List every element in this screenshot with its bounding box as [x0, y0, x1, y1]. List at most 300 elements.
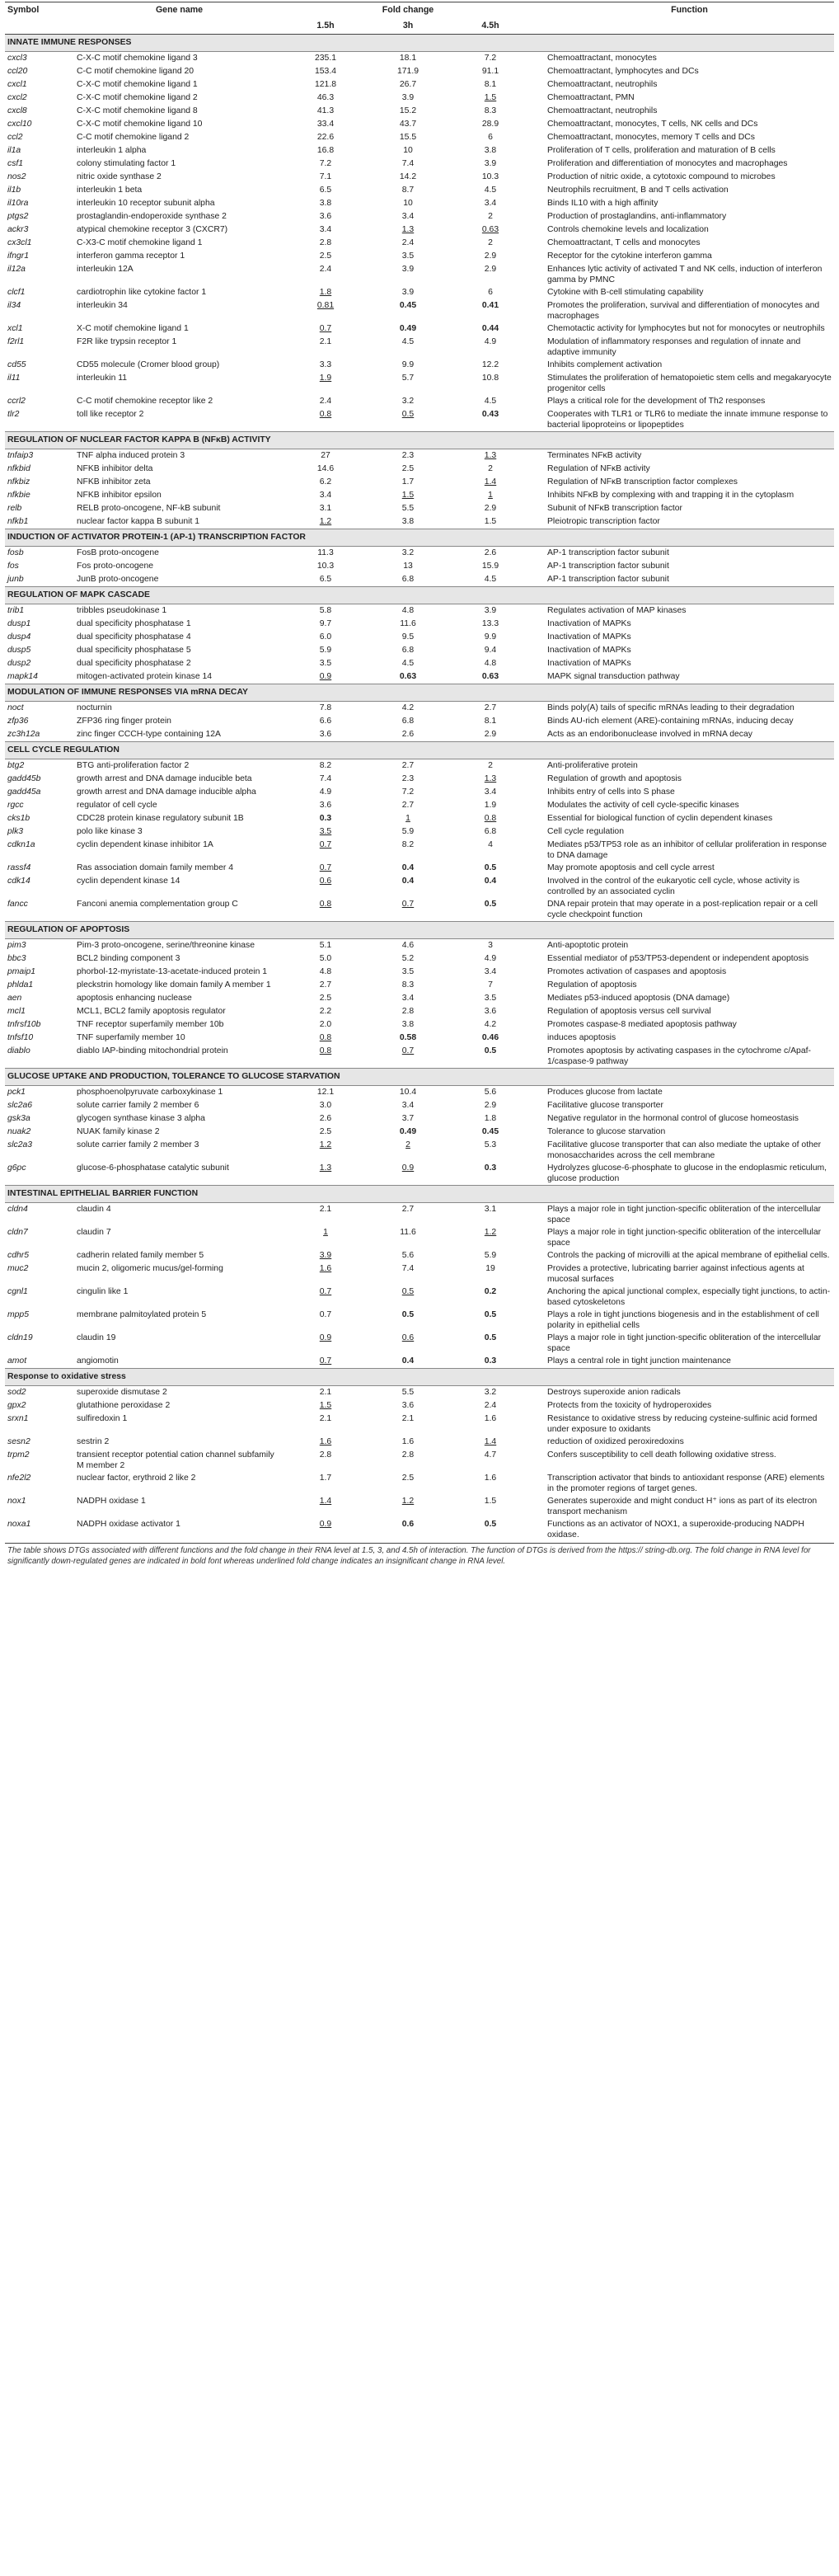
fold-change-cell [284, 812, 367, 825]
fold-change-cell [284, 476, 367, 489]
gene-name: NUAK family kinase 2 [77, 1127, 160, 1137]
gene-function: AP-1 transcription factor subunit [547, 548, 669, 558]
fold-change-cell [284, 759, 367, 773]
fold-change-value: 1.3 [319, 1163, 332, 1173]
fold-change-cell [449, 131, 532, 144]
fold-change-value: 5.6 [401, 1251, 415, 1261]
fold-change-cell [284, 463, 367, 476]
table-row [5, 1286, 834, 1309]
gene-symbol: cdkn1a [7, 840, 35, 850]
fold-change-value: 4.2 [401, 703, 415, 713]
fold-change-value: 0.5 [484, 1520, 497, 1530]
gene-function: Terminates NFκB activity [547, 451, 642, 461]
fold-change-value: 0.7 [319, 840, 332, 850]
gene-symbol: trpm2 [7, 1450, 30, 1460]
fold-change-value: 3.4 [401, 994, 415, 1004]
fold-change-value: 2.4 [401, 238, 415, 248]
fold-change-cell [284, 157, 367, 171]
gene-function: Inhibits NFκB by complexing with and trapping it in the cytoplasm [547, 491, 794, 501]
fold-change-value: 5.8 [319, 606, 332, 616]
fold-change-value: 2 [405, 1140, 410, 1150]
fold-change-cell [284, 966, 367, 979]
spacer [532, 1203, 545, 1227]
spacer [532, 223, 545, 237]
spacer [532, 1355, 545, 1369]
gene-function: May promote apoptosis and cell cycle arrest [547, 863, 715, 873]
gene-name: nocturnin [77, 703, 112, 713]
fold-change-value: 15.2 [399, 106, 417, 116]
fold-change-cell [284, 604, 367, 618]
fold-change-value: 0.7 [319, 324, 332, 334]
fold-change-cell [284, 631, 367, 644]
fold-change-value: 4.9 [484, 337, 497, 347]
fold-change-value: 5.9 [401, 827, 415, 837]
fold-change-value: 8.3 [484, 106, 497, 116]
table-row [5, 715, 834, 728]
section-title: MODULATION OF IMMUNE RESPONSES VIA mRNA DECAY [5, 684, 834, 702]
gene-function: Hydrolyzes glucose-6-phosphate to glucose in the endoplasmic reticulum, glucose production [547, 1163, 827, 1184]
gene-symbol: trib1 [7, 606, 25, 616]
fold-change-cell [284, 237, 367, 250]
spacer [532, 184, 545, 197]
fold-change-cell [284, 299, 367, 322]
fold-change-cell [449, 1018, 532, 1032]
fold-change-cell [284, 197, 367, 210]
fold-change-cell [367, 210, 449, 223]
fold-change-cell [367, 875, 449, 898]
fold-change-cell [284, 263, 367, 286]
fold-change-value: 4.5 [484, 397, 497, 407]
gene-name: solute carrier family 2 member 6 [77, 1101, 199, 1111]
table-row [5, 1005, 834, 1018]
fold-change-value: 2.1 [319, 337, 332, 347]
fold-change-value: 91.1 [481, 67, 499, 77]
spacer [532, 1495, 545, 1518]
gene-symbol: pck1 [7, 1088, 26, 1098]
fold-change-value: 6.8 [401, 717, 415, 726]
fold-change-cell [284, 1086, 367, 1100]
fold-change-value: 0.45 [399, 301, 417, 311]
fold-change-value: 0.58 [399, 1033, 417, 1043]
fold-change-value: 2.3 [401, 451, 415, 461]
gene-function: Inactivation of MAPKs [547, 646, 631, 656]
spacer [532, 1386, 545, 1400]
gene-symbol: cldn7 [7, 1228, 28, 1238]
fold-change-value: 1.5 [484, 93, 497, 103]
table-row [5, 1518, 834, 1541]
gene-function: Cooperates with TLR1 or TLR6 to mediate the innate immune response to bacterial lipoproteins or lipopeptides [547, 410, 828, 430]
gene-function: Regulation of NFκB transcription factor complexes [547, 477, 738, 487]
spacer [532, 644, 545, 657]
gene-function: Involved in the control of the eukaryotic cell cycle, whose activity is controlled by an associated cyclin [547, 877, 800, 897]
gene-function: Binds AU-rich element (ARE)-containing mRNAs, inducing decay [547, 717, 794, 726]
spacer [532, 799, 545, 812]
table-row [5, 825, 834, 839]
fold-change-value: 2 [488, 238, 493, 248]
gene-symbol: cx3cl1 [7, 238, 32, 248]
gene-function: Proliferation of T cells, proliferation and maturation of B cells [547, 146, 776, 156]
gene-symbol: gadd45a [7, 787, 41, 797]
fold-change-value: 2.2 [319, 1007, 332, 1017]
fold-change-value: 4.6 [401, 941, 415, 951]
spacer [532, 210, 545, 223]
fold-change-value: 19 [485, 1264, 495, 1274]
fold-change-value: 43.7 [399, 120, 417, 129]
gene-symbol: dusp4 [7, 632, 31, 642]
fold-change-value: 1.6 [484, 1414, 497, 1424]
fold-change-cell [367, 1309, 449, 1332]
fold-change-value: 2.7 [319, 980, 332, 990]
fold-change-cell [449, 250, 532, 263]
gene-function: Regulation of growth and apoptosis [547, 774, 682, 784]
table-row [5, 966, 834, 979]
gene-symbol: cxcl1 [7, 80, 27, 90]
fold-change-cell [449, 898, 532, 922]
spacer [532, 862, 545, 875]
fold-change-cell [449, 1286, 532, 1309]
gene-symbol: tnfsf10 [7, 1033, 34, 1043]
fold-change-cell [284, 657, 367, 670]
gene-name: colony stimulating factor 1 [77, 159, 176, 169]
gene-symbol: fosb [7, 548, 24, 558]
table-row [5, 237, 834, 250]
gene-name: Fanconi anemia complementation group C [77, 900, 238, 910]
spacer [532, 1099, 545, 1112]
gene-function: Generates superoxide and might conduct H⁺ ions as part of its electron transport mechanism [547, 1497, 818, 1517]
spacer [532, 1332, 545, 1355]
spacer [532, 92, 545, 105]
table-row [5, 604, 834, 618]
fold-change-cell [367, 825, 449, 839]
table-row [5, 223, 834, 237]
section-title: REGULATION OF APOPTOSIS [5, 922, 834, 939]
gene-function: Chemoattractant, PMN [547, 93, 635, 103]
gene-name: glutathione peroxidase 2 [77, 1401, 171, 1411]
fold-change-value: 0.4 [484, 877, 497, 886]
fold-change-cell [449, 1309, 532, 1332]
spacer [532, 1126, 545, 1139]
fold-change-value: 14.6 [316, 464, 335, 474]
fold-change-cell [284, 1286, 367, 1309]
fold-change-value: 3.4 [484, 199, 497, 209]
gene-symbol: sod2 [7, 1388, 26, 1398]
fold-change-cell [367, 118, 449, 131]
spacer [532, 502, 545, 515]
gene-symbol: rgcc [7, 801, 24, 811]
table-row [5, 184, 834, 197]
fold-change-value: 5.7 [401, 374, 415, 383]
fold-change-cell [367, 1045, 449, 1069]
fold-change-cell [367, 992, 449, 1005]
gene-name: transient receptor potential cation channel subfamily M member 2 [77, 1450, 274, 1471]
fold-change-cell [284, 1436, 367, 1449]
spacer [532, 1286, 545, 1309]
gene-symbol: slc2a3 [7, 1140, 33, 1150]
gene-name: tribbles pseudokinase 1 [77, 606, 167, 616]
table-row [5, 463, 834, 476]
fold-change-cell [367, 1399, 449, 1413]
fold-change-cell [367, 1262, 449, 1286]
section-title: REGULATION OF NUCLEAR FACTOR KAPPA B (NFκB) ACTIVITY [5, 432, 834, 449]
table-row [5, 118, 834, 131]
fold-change-value: 2.8 [319, 1450, 332, 1460]
gene-symbol: cd55 [7, 360, 26, 370]
gene-symbol: cxcl10 [7, 120, 32, 129]
gene-function: Regulation of apoptosis [547, 980, 637, 990]
fold-change-cell [449, 65, 532, 78]
fold-change-cell [449, 825, 532, 839]
fold-change-value: 3.4 [401, 1101, 415, 1111]
spacer [532, 839, 545, 862]
section-header [5, 587, 834, 604]
gene-name: angiomotin [77, 1356, 119, 1366]
gene-function: Transcription activator that binds to antioxidant response (ARE) elements in the promoter regions of target genes. [547, 1474, 825, 1494]
gene-name: cardiotrophin like cytokine factor 1 [77, 288, 207, 298]
fold-change-value: 10.8 [481, 374, 499, 383]
fold-change-cell [367, 1286, 449, 1309]
gene-function: reduction of oxidized peroxiredoxins [547, 1437, 684, 1447]
fold-change-value: 0.8 [319, 1046, 332, 1056]
table-row [5, 839, 834, 862]
fold-change-cell [367, 1139, 449, 1162]
fold-change-cell [367, 702, 449, 716]
fold-change-value: 10 [403, 146, 413, 156]
fold-change-cell [449, 299, 532, 322]
fold-change-cell [284, 618, 367, 631]
table-row [5, 250, 834, 263]
fold-change-value: 4.5 [401, 659, 415, 669]
fold-change-cell [449, 144, 532, 157]
gene-function: Anchoring the apical junctional complex, especially tight junctions, to actin-based cytoskeletons [547, 1287, 831, 1308]
gene-function: Acts as an endoribonuclease involved in mRNA decay [547, 730, 752, 740]
fold-change-value: 6.5 [319, 575, 332, 585]
gene-function: Cell cycle regulation [547, 827, 624, 837]
fold-change-cell [284, 1355, 367, 1369]
fold-change-value: 5.6 [484, 1088, 497, 1098]
fold-change-value: 6.2 [319, 477, 332, 487]
fold-change-value: 0.8 [319, 410, 332, 420]
table-row [5, 1399, 834, 1413]
section-title: CELL CYCLE REGULATION [5, 742, 834, 759]
table-row [5, 1249, 834, 1262]
fold-change-cell [449, 1413, 532, 1436]
fold-change-value: 1.7 [401, 477, 415, 487]
gene-function: Inactivation of MAPKs [547, 659, 631, 669]
gene-function: Promotes caspase-8 mediated apoptosis pathway [547, 1020, 737, 1030]
gene-name: glycogen synthase kinase 3 alpha [77, 1114, 205, 1124]
fold-change-cell [449, 184, 532, 197]
fold-change-value: 1 [488, 491, 493, 501]
fold-change-value: 2.8 [401, 1450, 415, 1460]
gene-symbol: nox1 [7, 1497, 26, 1507]
fold-change-cell [284, 547, 367, 561]
fold-change-cell [449, 1332, 532, 1355]
fold-change-cell [367, 197, 449, 210]
fold-change-cell [284, 1262, 367, 1286]
gene-function: induces apoptosis [547, 1033, 616, 1043]
gene-name: solute carrier family 2 member 3 [77, 1140, 199, 1150]
fold-change-value: 1.4 [484, 1437, 497, 1447]
fold-change-cell [367, 476, 449, 489]
gene-symbol: cxcl3 [7, 54, 27, 63]
gene-function: Chemoattractant, lymphocytes and DCs [547, 67, 699, 77]
fold-change-value: 0.5 [401, 1287, 415, 1297]
fold-change-cell [367, 515, 449, 529]
spacer [532, 144, 545, 157]
table-row [5, 560, 834, 573]
fold-change-cell [284, 1226, 367, 1249]
fold-change-cell [449, 715, 532, 728]
fold-change-value: 3.1 [484, 1205, 497, 1215]
fold-change-cell [284, 1449, 367, 1472]
fold-change-value: 6.8 [401, 575, 415, 585]
section-header [5, 432, 834, 449]
gene-symbol: il10ra [7, 199, 29, 209]
fold-change-value: 0.5 [401, 1310, 415, 1320]
section-header [5, 1069, 834, 1086]
fold-change-value: 3.2 [401, 397, 415, 407]
fold-change-value: 1.8 [484, 1114, 497, 1124]
fold-change-value: 13.3 [481, 619, 499, 629]
header-time-2: 3h [367, 18, 449, 35]
fold-change-value: 8.2 [401, 840, 415, 850]
fold-change-cell [367, 939, 449, 953]
table-row [5, 515, 834, 529]
fold-change-value: 2.1 [319, 1205, 332, 1215]
gene-symbol: csf1 [7, 159, 24, 169]
fold-change-cell [449, 118, 532, 131]
fold-change-cell [284, 898, 367, 922]
gene-name: BCL2 binding component 3 [77, 954, 180, 964]
gene-name: prostaglandin-endoperoxide synthase 2 [77, 212, 227, 222]
fold-change-value: 0.7 [401, 1046, 415, 1056]
fold-change-cell [449, 463, 532, 476]
gene-name: RELB proto-oncogene, NF-kB subunit [77, 504, 221, 514]
fold-change-cell [367, 184, 449, 197]
gene-name: claudin 19 [77, 1333, 116, 1343]
gene-function: Regulation of apoptosis versus cell survival [547, 1007, 711, 1017]
header-time-1: 1.5h [284, 18, 367, 35]
fold-change-cell [449, 1436, 532, 1449]
gene-name: atypical chemokine receptor 3 (CXCR7) [77, 225, 228, 235]
fold-change-cell [284, 502, 367, 515]
gene-symbol: rassf4 [7, 863, 31, 873]
fold-change-value: 1.5 [484, 1497, 497, 1507]
fold-change-value: 0.9 [319, 672, 332, 682]
fold-change-cell [284, 786, 367, 799]
fold-change-value: 33.4 [316, 120, 335, 129]
table-row [5, 1126, 834, 1139]
fold-change-value: 2.5 [401, 1474, 415, 1483]
fold-change-value: 1.9 [319, 374, 332, 383]
gene-function: AP-1 transcription factor subunit [547, 562, 669, 571]
fold-change-value: 3.6 [401, 1401, 415, 1411]
table-row [5, 1262, 834, 1286]
table-row [5, 812, 834, 825]
gene-name: mitogen-activated protein kinase 14 [77, 672, 213, 682]
fold-change-value: 2 [488, 464, 493, 474]
gene-name: CD55 molecule (Cromer blood group) [77, 360, 220, 370]
fold-change-value: 1.3 [401, 225, 415, 235]
fold-change-value: 8.3 [401, 980, 415, 990]
fold-change-cell [367, 395, 449, 408]
fold-change-cell [367, 966, 449, 979]
fold-change-value: 22.6 [316, 133, 335, 143]
table-row [5, 1032, 834, 1045]
fold-change-value: 2.1 [401, 1414, 415, 1424]
fold-change-cell [367, 898, 449, 922]
fold-change-cell [367, 1355, 449, 1369]
fold-change-value: 12.1 [316, 1088, 335, 1098]
fold-change-value: 3.5 [319, 659, 332, 669]
gene-function: Neutrophils recruitment, B and T cells activation [547, 186, 729, 195]
table-row [5, 157, 834, 171]
fold-change-value: 5.9 [319, 646, 332, 656]
fold-change-cell [284, 1162, 367, 1186]
gene-symbol: il1b [7, 186, 21, 195]
fold-change-value: 15.5 [399, 133, 417, 143]
fold-change-value: 1.5 [319, 1401, 332, 1411]
fold-change-value: 3.9 [484, 606, 497, 616]
fold-change-value: 3.8 [401, 1020, 415, 1030]
fold-change-value: 4.8 [484, 659, 497, 669]
spacer [532, 449, 545, 463]
fold-change-value: 153.4 [314, 67, 336, 77]
gene-symbol: muc2 [7, 1264, 29, 1274]
fold-change-value: 3.1 [319, 504, 332, 514]
fold-change-cell [449, 799, 532, 812]
spacer [532, 372, 545, 395]
spacer [532, 1436, 545, 1449]
fold-change-cell [449, 1005, 532, 1018]
fold-change-cell [284, 336, 367, 359]
header-gene: Gene name [74, 2, 284, 19]
table-row [5, 1495, 834, 1518]
fold-change-cell [367, 759, 449, 773]
fold-change-value: 3.9 [484, 159, 497, 169]
gene-function: Protects from the toxicity of hydroperoxides [547, 1401, 712, 1411]
fold-change-cell [367, 1386, 449, 1400]
fold-change-value: 2.5 [319, 251, 332, 261]
fold-change-cell [284, 359, 367, 372]
fold-change-value: 2.5 [401, 464, 415, 474]
fold-change-cell [284, 1386, 367, 1400]
fold-change-value: 2.6 [401, 730, 415, 740]
fold-change-cell [284, 992, 367, 1005]
fold-change-value: 0.41 [481, 301, 499, 311]
gene-symbol: xcl1 [7, 324, 23, 334]
fold-change-value: 0.8 [319, 1033, 332, 1043]
fold-change-value: 3.4 [401, 212, 415, 222]
table-row [5, 631, 834, 644]
gene-function: AP-1 transcription factor subunit [547, 575, 669, 585]
fold-change-cell [367, 144, 449, 157]
gene-symbol: ccl2 [7, 133, 23, 143]
gene-function: Plays a major role in tight junction-specific obliteration of the intercellular space [547, 1228, 822, 1248]
spacer [532, 1086, 545, 1100]
gene-symbol: diablo [7, 1046, 30, 1056]
fold-change-value: 2 [488, 212, 493, 222]
gene-function: Inactivation of MAPKs [547, 619, 631, 629]
gene-function: Controls chemokine levels and localization [547, 225, 709, 235]
gene-function: Pleiotropic transcription factor [547, 517, 660, 527]
gene-name: apoptosis enhancing nuclease [77, 994, 192, 1004]
fold-change-value: 9.9 [401, 360, 415, 370]
gene-name: mucin 2, oligomeric mucus/gel-forming [77, 1264, 223, 1274]
fold-change-cell [449, 515, 532, 529]
gene-name: pleckstrin homology like domain family A member 1 [77, 980, 271, 990]
table-row [5, 322, 834, 336]
